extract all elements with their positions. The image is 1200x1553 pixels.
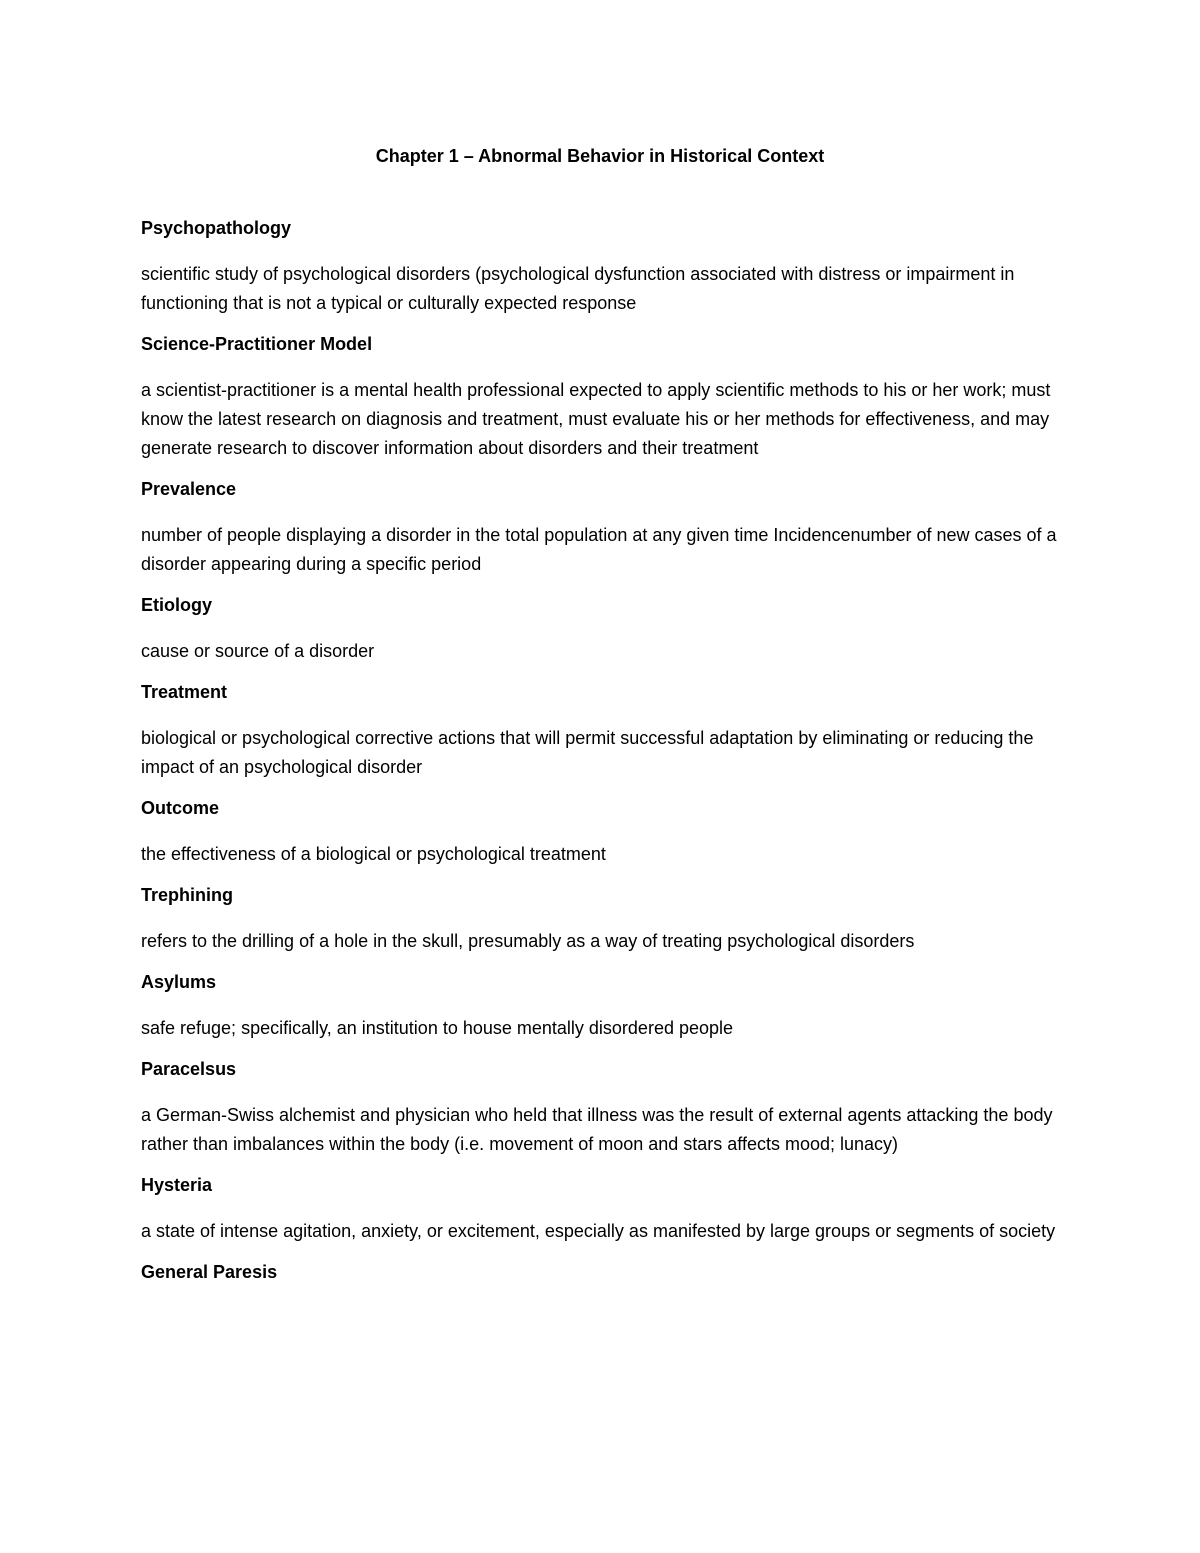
entry-term: Prevalence: [141, 479, 237, 499]
entry-definition: scientific study of psychological disorders (psychological dysfunction associated with distress or impairment in functioning that is not a typical or culturally expected response: [141, 264, 1015, 313]
entry-term: Treatment: [141, 682, 228, 702]
entry-definition: a state of intense agitation, anxiety, or excitement, especially as manifested by large groups or segments of society: [141, 1221, 1056, 1241]
glossary-entry: [141, 332, 1071, 463]
entry-definition: a scientist-practitioner is a mental health professional expected to apply scientific methods to his or her work; must know the latest research on diagnosis and treatment, must evaluate his or her methods for effectiveness, and may generate research to discover information about disorders and their treatment: [141, 380, 1051, 458]
entry-definition: the effectiveness of a biological or psychological treatment: [141, 844, 606, 864]
glossary-entry: [141, 477, 1071, 579]
glossary-list: [141, 216, 1071, 1304]
entry-term: Asylums: [141, 972, 217, 992]
entry-definition: number of people displaying a disorder in the total population at any given time Incidencenumber of new cases of a disorder appearing during a specific period: [141, 525, 1057, 574]
glossary-entry: [141, 593, 1071, 666]
entry-term: Etiology: [141, 595, 212, 615]
glossary-entry: [141, 216, 1071, 318]
glossary-entry: [141, 970, 1071, 1043]
entry-term: Trephining: [141, 885, 233, 905]
entry-term: Outcome: [141, 798, 220, 818]
glossary-entry: [141, 1260, 1071, 1284]
entry-definition: safe refuge; specifically, an institution to house mentally disordered people: [141, 1018, 734, 1038]
page-title: Chapter 1 – Abnormal Behavior in Historical Context: [375, 146, 825, 166]
entry-term: Psychopathology: [141, 218, 292, 238]
entry-definition: biological or psychological corrective actions that will permit successful adaptation by eliminating or reducing the impact of an psychological disorder: [141, 728, 1034, 777]
entry-term: Paracelsus: [141, 1059, 237, 1079]
entry-term: Hysteria: [141, 1175, 213, 1195]
glossary-entry: [141, 1057, 1071, 1159]
glossary-entry: [141, 883, 1071, 956]
glossary-entry: [141, 680, 1071, 782]
entry-term: General Paresis: [141, 1262, 278, 1282]
entry-definition: a German-Swiss alchemist and physician who held that illness was the result of external agents attacking the body rather than imbalances within the body (i.e. movement of moon and stars affects mood; lunacy): [141, 1105, 1053, 1154]
entry-definition: cause or source of a disorder: [141, 641, 375, 661]
glossary-entry: [141, 1173, 1071, 1246]
glossary-entry: [141, 796, 1071, 869]
entry-term: Science-Practitioner Model: [141, 334, 373, 354]
entry-definition: refers to the drilling of a hole in the skull, presumably as a way of treating psychological disorders: [141, 931, 915, 951]
